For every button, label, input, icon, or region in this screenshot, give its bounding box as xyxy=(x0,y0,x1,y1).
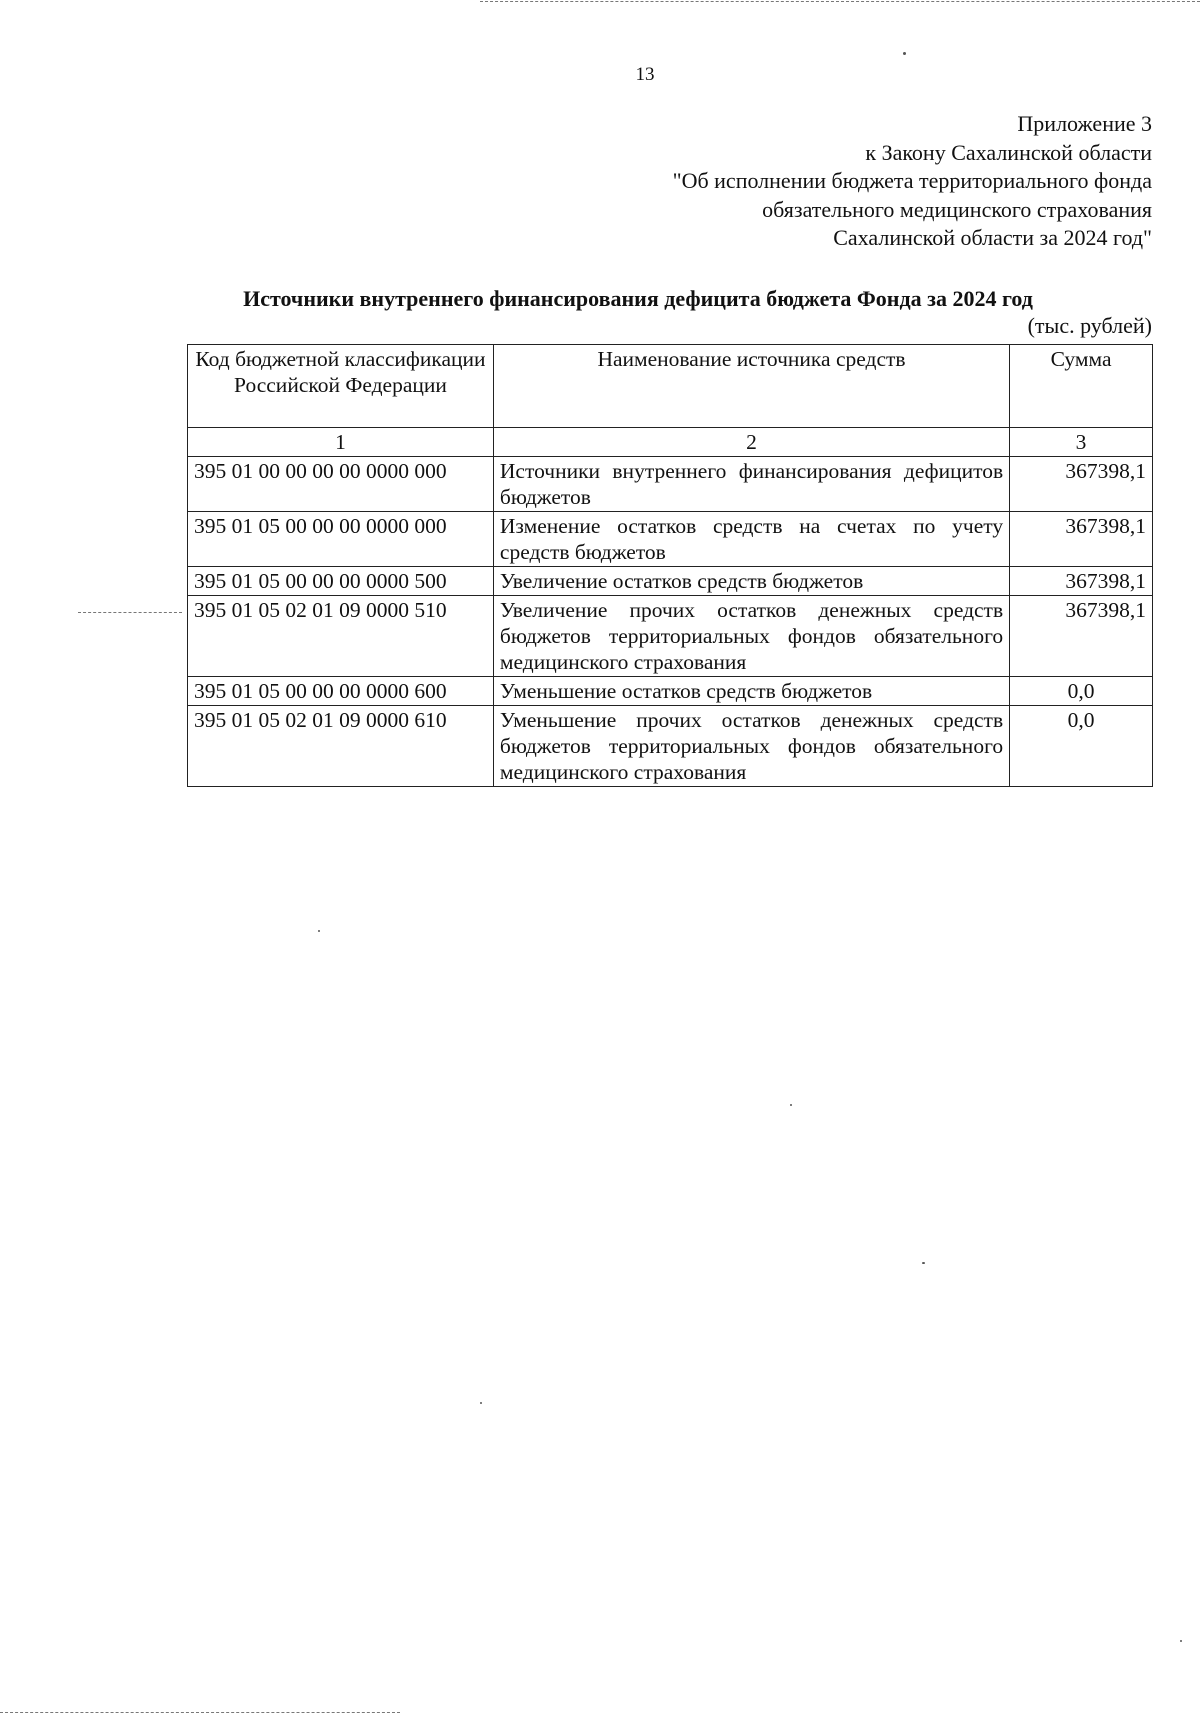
row-name: Увеличение прочих остатков денежных средств бюджетов территориальных фондов обязательного медицинского страхования xyxy=(493,596,1009,677)
scan-speck xyxy=(318,930,320,932)
row-sum: 0,0 xyxy=(1010,677,1153,706)
header-code: Код бюджетной классификации Российской Федерации xyxy=(188,345,494,428)
document-title: Источники внутреннего финансирования дефицита бюджета Фонда за 2024 год xyxy=(243,286,1033,311)
table-row xyxy=(188,677,1153,706)
row-name: Уменьшение прочих остатков денежных средств бюджетов территориальных фондов обязательного медицинского страхования xyxy=(493,706,1009,787)
financing-sources-table xyxy=(187,344,1153,787)
table-row xyxy=(188,512,1153,567)
row-code: 395 01 00 00 00 00 0000 000 xyxy=(188,457,494,512)
row-sum: 367398,1 xyxy=(1010,457,1153,512)
column-number: 2 xyxy=(493,428,1009,457)
scan-speck xyxy=(480,1402,482,1404)
row-name: Изменение остатков средств на счетах по учету средств бюджетов xyxy=(493,512,1009,567)
scan-artifact-line xyxy=(480,1,1200,2)
appendix-line: к Закону Сахалинской области xyxy=(865,139,1152,165)
column-number: 1 xyxy=(188,428,494,457)
scan-speck xyxy=(903,52,906,55)
appendix-line: Сахалинской области за 2024 год" xyxy=(833,225,1152,250)
appendix-line: Приложение 3 xyxy=(1017,111,1152,136)
scan-speck xyxy=(790,1104,792,1106)
row-sum: 367398,1 xyxy=(1010,567,1153,596)
table-row xyxy=(188,457,1153,512)
table-row xyxy=(188,596,1153,677)
table-header-row xyxy=(188,345,1153,428)
units-label: (тыс. рублей) xyxy=(1027,313,1152,338)
row-name: Уменьшение остатков средств бюджетов xyxy=(493,677,1009,706)
row-sum: 0,0 xyxy=(1010,706,1153,787)
appendix-line: "Об исполнении бюджета территориального фонда xyxy=(672,168,1152,193)
row-sum: 367398,1 xyxy=(1010,596,1153,677)
appendix-block xyxy=(552,110,1152,253)
page-number: 13 xyxy=(635,64,655,85)
column-number: 3 xyxy=(1010,428,1153,457)
row-code: 395 01 05 02 01 09 0000 510 xyxy=(188,596,494,677)
scan-artifact-line xyxy=(78,612,182,613)
row-name: Увеличение остатков средств бюджетов xyxy=(493,567,1009,596)
row-name: Источники внутреннего финансирования дефицитов бюджетов xyxy=(493,457,1009,512)
appendix-line: обязательного медицинского страхования xyxy=(762,196,1152,222)
scan-speck xyxy=(922,1262,925,1264)
row-code: 395 01 05 00 00 00 0000 600 xyxy=(188,677,494,706)
table-row xyxy=(188,567,1153,596)
scan-artifact-line xyxy=(0,1712,400,1713)
column-number-row xyxy=(188,428,1153,457)
row-sum: 367398,1 xyxy=(1010,512,1153,567)
header-name: Наименование источника средств xyxy=(493,345,1009,428)
row-code: 395 01 05 00 00 00 0000 000 xyxy=(188,512,494,567)
row-code: 395 01 05 02 01 09 0000 610 xyxy=(188,706,494,787)
table-row xyxy=(188,706,1153,787)
header-sum: Сумма xyxy=(1010,345,1153,428)
scan-speck xyxy=(1180,1640,1182,1642)
row-code: 395 01 05 00 00 00 0000 500 xyxy=(188,567,494,596)
